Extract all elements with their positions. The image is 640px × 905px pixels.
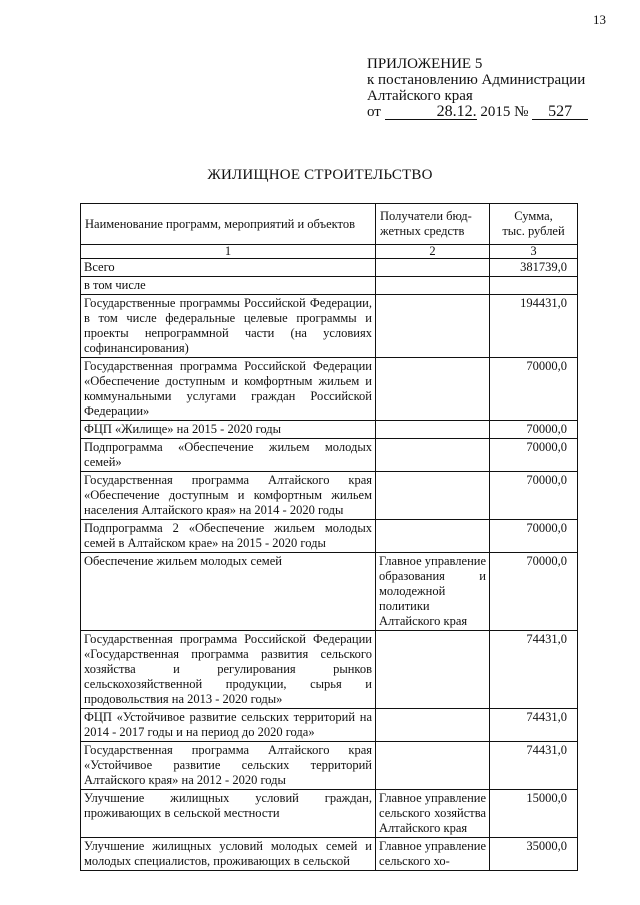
column-number: 3: [490, 245, 578, 259]
row-recipient: [376, 520, 490, 553]
row-amount: 15000,0: [490, 790, 578, 838]
row-name: Подпрограмма «Обеспечение жильем молодых семей»: [81, 439, 376, 472]
from-label: от: [367, 104, 381, 120]
row-recipient: [376, 631, 490, 709]
table-row: [81, 421, 578, 439]
row-amount: [490, 277, 578, 295]
row-amount: 70000,0: [490, 421, 578, 439]
date-value: 28.12.: [385, 105, 477, 120]
table-row: [81, 472, 578, 520]
page-number: 13: [593, 12, 606, 27]
row-name: ФЦП «Жилище» на 2015 - 2020 годы: [81, 421, 376, 439]
row-name: Государственные программы Российской Федерации, в том числе федеральные целевые программы и проекты непрограммной части (на условиях софинансирования): [81, 295, 376, 358]
table-row: [81, 553, 578, 631]
table-header-row: [81, 204, 578, 245]
row-name: Подпрограмма 2 «Обеспечение жильем молодых семей в Алтайском крае» на 2015 - 2020 годы: [81, 520, 376, 553]
table-row: [81, 742, 578, 790]
row-name: Улучшение жилищных условий молодых семей и молодых специалистов, проживающих в сельской: [81, 838, 376, 871]
row-amount: 70000,0: [490, 520, 578, 553]
row-name: Государственная программа Алтайского края «Устойчивое развитие сельских территорий Алтайского края» на 2012 - 2020 годы: [81, 742, 376, 790]
header-amount: [490, 204, 578, 245]
resolution-number: 527: [532, 105, 588, 120]
row-name: Всего: [81, 259, 376, 277]
row-amount: 74431,0: [490, 709, 578, 742]
header-amount-text: Сумма, тыс. рублей: [502, 209, 565, 238]
appendix-title: ПРИЛОЖЕНИЕ 5: [367, 56, 483, 72]
table-row: [81, 439, 578, 472]
header-recipient-text: Получатели бюд- жетных средств: [380, 209, 472, 238]
appendix-resolution-line: к постановлению Администрации: [367, 72, 586, 88]
document-title: ЖИЛИЩНОЕ СТРОИТЕЛЬСТВО: [207, 167, 433, 183]
row-name: Государственная программа Российской Федерации «Обеспечение доступным и комфортным жильем и коммунальными услугами граждан Российской Федерации»: [81, 358, 376, 421]
appendix-block: [367, 56, 588, 120]
column-number: 1: [81, 245, 376, 259]
row-recipient: [376, 439, 490, 472]
table-row: [81, 838, 578, 871]
row-name: Обеспечение жильем молодых семей: [81, 553, 376, 631]
appendix-region-line: Алтайского края: [367, 88, 473, 104]
table-row: [81, 259, 578, 277]
row-recipient: Главное управление сельского хо-: [376, 838, 490, 871]
table-row: [81, 631, 578, 709]
table-row: [81, 277, 578, 295]
table-row: [81, 520, 578, 553]
row-name: Улучшение жилищных условий граждан, проживающих в сельской местности: [81, 790, 376, 838]
row-recipient: [376, 472, 490, 520]
row-amount: 70000,0: [490, 553, 578, 631]
row-amount: 74431,0: [490, 631, 578, 709]
table-row: [81, 709, 578, 742]
row-recipient: [376, 259, 490, 277]
row-amount: 70000,0: [490, 439, 578, 472]
row-recipient: Главное управление сельского хозяйства Алтайского края: [376, 790, 490, 838]
header-recipient: [376, 204, 490, 245]
row-amount: 35000,0: [490, 838, 578, 871]
row-recipient: [376, 358, 490, 421]
table-row: [81, 790, 578, 838]
row-amount: 194431,0: [490, 295, 578, 358]
table-row: [81, 295, 578, 358]
row-recipient: Главное управление образования и молодежной политики Алтайского края: [376, 553, 490, 631]
row-name: Государственная программа Алтайского края «Обеспечение доступным и комфортным жильем населения Алтайского края» на 2014 - 2020 годы: [81, 472, 376, 520]
housing-construction-table: [80, 203, 578, 871]
row-amount: 70000,0: [490, 358, 578, 421]
row-recipient: [376, 295, 490, 358]
row-recipient: [376, 742, 490, 790]
row-amount: 381739,0: [490, 259, 578, 277]
column-number-row: [81, 245, 578, 259]
row-amount: 74431,0: [490, 742, 578, 790]
header-name: Наименование программ, мероприятий и объектов: [81, 204, 376, 245]
row-recipient: [376, 421, 490, 439]
row-recipient: [376, 277, 490, 295]
row-amount: 70000,0: [490, 472, 578, 520]
row-name: в том числе: [81, 277, 376, 295]
appendix-date-line: [367, 104, 588, 120]
column-number: 2: [376, 245, 490, 259]
row-name: Государственная программа Российской Федерации «Государственная программа развития сельского хозяйства и регулирования рынков сельскохозяйственной продукции, сырья и продовольствия на 2013 - 2020 годы»: [81, 631, 376, 709]
year-text: 2015 №: [480, 104, 529, 120]
table-row: [81, 358, 578, 421]
housing-table-wrapper: [80, 203, 577, 871]
row-recipient: [376, 709, 490, 742]
row-name: ФЦП «Устойчивое развитие сельских территорий на 2014 - 2017 годы и на период до 2020 года»: [81, 709, 376, 742]
